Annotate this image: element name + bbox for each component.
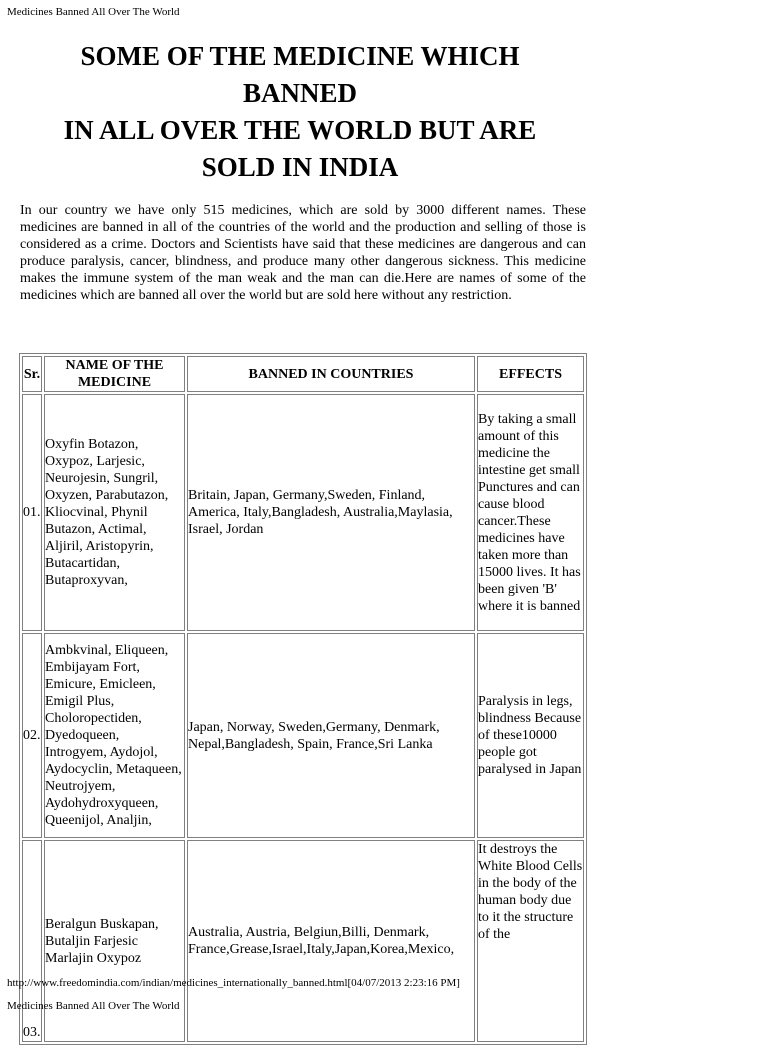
- cell-banned-countries: Britain, Japan, Germany,Sweden, Finland, America, Italy,Bangladesh, Australia,Maylasia, Israel, Jordan: [187, 394, 475, 631]
- footer-page-title: Medicines Banned All Over The World: [7, 1000, 180, 1012]
- title-line-1: SOME OF THE MEDICINE WHICH: [80, 41, 520, 71]
- page-header: Medicines Banned All Over The World: [7, 6, 180, 18]
- cell-sr: 02.: [22, 633, 42, 838]
- cell-banned-countries: Australia, Austria, Belgiun,Billi, Denmark, France,Grease,Israel,Italy,Japan,Korea,Mexico,: [187, 840, 475, 1042]
- intro-paragraph: In our country we have only 515 medicines, which are sold by 3000 different names. These medicines are banned in all of the countries of the world and the production and selling of those is considered as a crime. Doctors and Scientists have said that these medicines are dangerous and can produce paralysis, cancer, blindness, and produce many other dangerous sickness. This medicine makes the immune system of the man weak and the man can die.Here are names of some of the medicines which are banned all over the world but are sold here without any restriction.: [20, 203, 586, 303]
- cell-medicine-name: Ambkvinal, Eliqueen, Embijayam Fort, Emicure, Emicleen, Emigil Plus, Choloropectiden, Dyedoqueen, Introgyem, Aydojol, Aydocyclin, Metaqueen, Neutrojyem, Aydohydroxyqueen, Queenijol, Analjin,: [44, 633, 185, 838]
- title-line-2: BANNED: [242, 78, 357, 108]
- page-title: [0, 38, 600, 186]
- cell-effects: It destroys the White Blood Cells in the body of the human body due to it the structure of the: [477, 840, 584, 1042]
- table-row: [22, 394, 584, 631]
- title-line-4: SOLD IN INDIA: [201, 152, 399, 182]
- cell-banned-countries: Japan, Norway, Sweden,Germany, Denmark, Nepal,Bangladesh, Spain, France,Sri Lanka: [187, 633, 475, 838]
- header-banned-countries: BANNED IN COUNTRIES: [187, 356, 475, 392]
- cell-effects: Paralysis in legs, blindness Because of these10000 people got paralysed in Japan: [477, 633, 584, 838]
- header-medicine-name: NAME OF THE MEDICINE: [44, 356, 185, 392]
- header-effects: EFFECTS: [477, 356, 584, 392]
- cell-medicine-name: Beralgun Buskapan, Butaljin Farjesic Marlajin Oxypoz: [44, 840, 185, 1042]
- title-line-3: IN ALL OVER THE WORLD BUT ARE: [63, 115, 537, 145]
- footer-source-url: http://www.freedomindia.com/indian/medicines_internationally_banned.html[04/07/2013 2:23:16 PM]: [7, 977, 460, 989]
- cell-sr: 03.: [22, 840, 42, 1042]
- table-row: [22, 633, 584, 838]
- table-header-row: [22, 356, 584, 392]
- banned-medicines-table: [19, 353, 587, 1045]
- cell-effects: By taking a small amount of this medicine the intestine get small Punctures and can cause blood cancer.These medicines have taken more than 15000 lives. It has been given 'B' where it is banned: [477, 394, 584, 631]
- cell-sr: 01.: [22, 394, 42, 631]
- header-sr: Sr.: [22, 356, 42, 392]
- cell-medicine-name: Oxyfin Botazon, Oxypoz, Larjesic, Neurojesin, Sungril, Oxyzen, Parabutazon, Kliocvinal, Phynil Butazon, Actimal, Aljiril, Aristopyrin, Butacartidan, Butaproxyvan,: [44, 394, 185, 631]
